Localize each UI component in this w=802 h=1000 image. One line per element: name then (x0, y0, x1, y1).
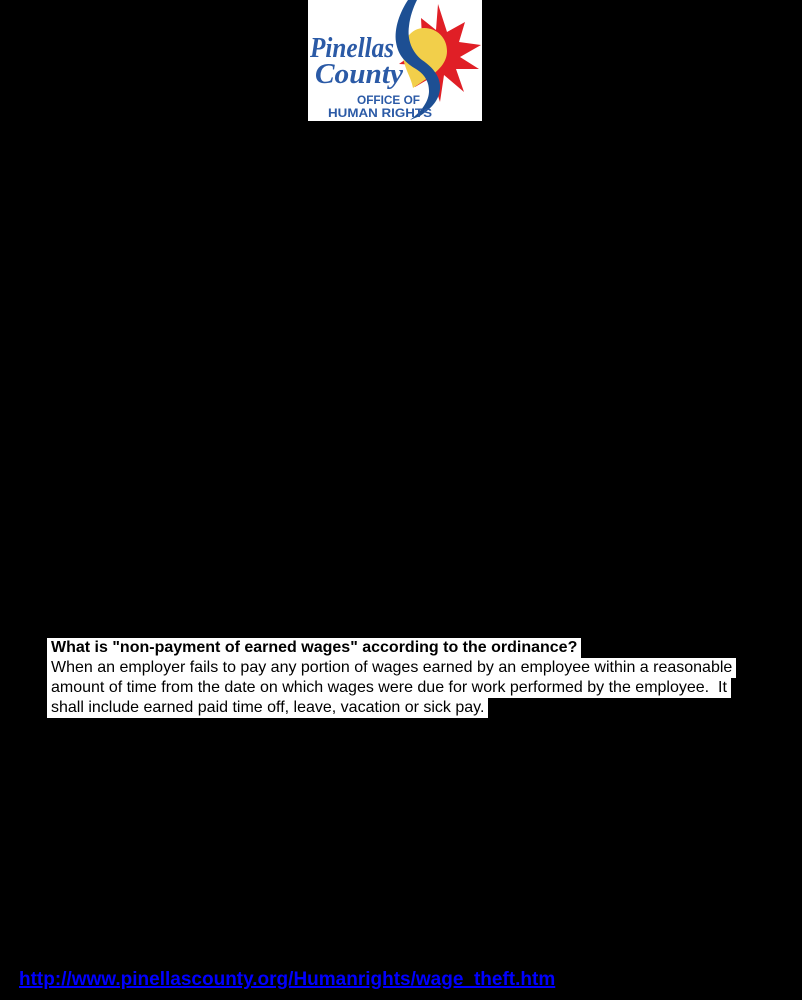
wage-theft-link[interactable]: http://www.pinellascounty.org/Humanrights/wage_theft.htm (19, 969, 556, 990)
qa-question: What is "non-payment of earned wages" according to the ordinance? (47, 638, 581, 658)
pinellas-county-logo (308, 0, 482, 121)
logo-wordmark-pinellas: Pinellas (309, 32, 394, 64)
qa-answer-line-3: shall include earned paid time off, leave, vacation or sick pay. (47, 698, 488, 718)
logo-wordmark-county: County (315, 58, 404, 90)
qa-block (47, 638, 777, 718)
logo-graphic (308, 0, 482, 121)
logo-office-of-label: OFFICE OF (357, 93, 420, 107)
qa-answer-line-1: When an employer fails to pay any portion of wages earned by an employee within a reasonable (47, 658, 736, 678)
qa-answer-line-2: amount of time from the date on which wages were due for work performed by the employee. It (47, 678, 731, 698)
logo-human-rights-label: HUMAN RIGHTS (328, 106, 432, 120)
